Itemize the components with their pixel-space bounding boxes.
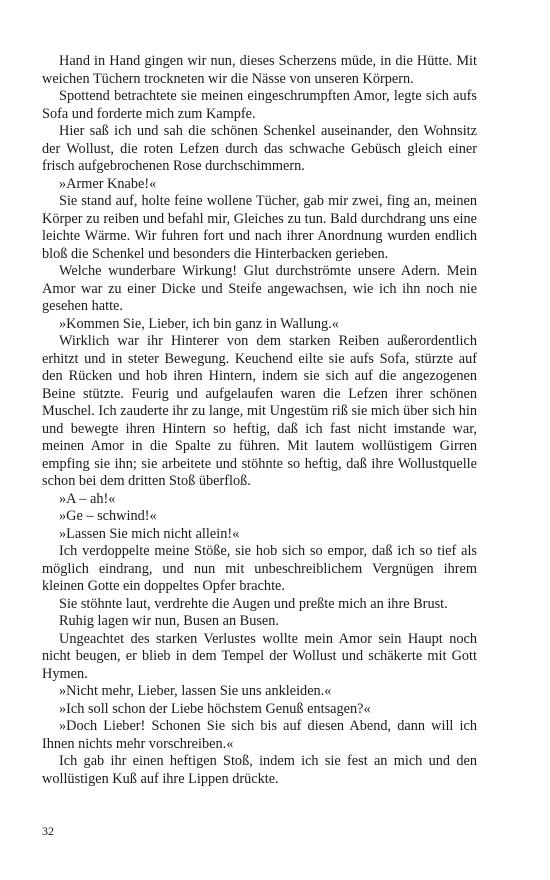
paragraph: »Doch Lieber! Schonen Sie sich bis auf diesen Abend, dann will ich Ihnen nichts mehr vorschreiben.« bbox=[42, 718, 477, 752]
paragraph: Sie stöhnte laut, verdrehte die Augen und preßte mich an ihre Brust. bbox=[59, 595, 448, 612]
page-number: 32 bbox=[42, 824, 54, 838]
paragraph: »Nicht mehr, Lieber, lassen Sie uns ankleiden.« bbox=[59, 683, 332, 699]
paragraph: Sie stand auf, holte feine wollene Tücher, gab mir zwei, fing an, meinen Körper zu reiben und befahl mir, Gleiches zu tun. Bald durchdrang uns eine leichte Wärme. Wir fuhren fort und nach ihrer Anordnung wurden endlich bloß die Schenkel und besonders die Hinterbacken gerieben. bbox=[42, 193, 477, 262]
paragraph: »Ge – schwind!« bbox=[59, 508, 157, 524]
body-text bbox=[42, 53, 477, 788]
paragraph: Hand in Hand gingen wir nun, dieses Scherzens müde, in die Hütte. Mit weichen Tüchern trockneten wir die Nässe von unseren Körpern. bbox=[42, 53, 477, 87]
paragraph: Spottend betrachtete sie meinen eingeschrumpften Amor, legte sich aufs Sofa und forderte mich zum Kampfe. bbox=[42, 88, 477, 122]
paragraph: »Kommen Sie, Lieber, ich bin ganz in Wallung.« bbox=[59, 315, 339, 332]
paragraph: »Armer Knabe!« bbox=[59, 175, 157, 192]
paragraph: Ich verdoppelte meine Stöße, sie hob sich so empor, daß ich so tief als möglich eindrang, und nun mit unbeschreiblichem Vergnügen ihrem kleinen Gotte ein doppeltes Opfer brachte. bbox=[42, 543, 477, 594]
paragraph: Wirklich war ihr Hinterer von dem starken Reiben außerordentlich erhitzt und in steter Bewegung. Keuchend eilte sie aufs Sofa, stürzte auf den Rücken und hob ihren Hintern, indem sie sich auf die angezogenen Beine stützte. Feurig und aufgelaufen waren die Lefzen ihrer schönen Muschel. Ich zauderte ihr zu lange, mit Ungestüm riß sie mich über sich hin und bewegte ihren Hintern so heftig, daß ich fast nicht imstande war, meinen Amor in die Spalte zu führen. Mit lautem wollüstigem Girren empfing sie ihn; sie arbeitete und stöhnte so heftig, daß ihre Wollustquelle schon bei dem dritten Stoß überfloß. bbox=[42, 333, 477, 489]
paragraph: Ruhig lagen wir nun, Busen an Busen. bbox=[59, 613, 279, 629]
paragraph: »A – ah!« bbox=[59, 490, 116, 507]
paragraph: Hier saß ich und sah die schönen Schenkel auseinander, den Wohnsitz der Wollust, die roten Lefzen durch das schwache Gebüsch gleich einer frisch aufgebrochenen Rose durchschimmern. bbox=[42, 123, 477, 174]
paragraph: Ungeachtet des starken Verlustes wollte mein Amor sein Haupt noch nicht beugen, er blieb in dem Tempel der Wollust und schäkerte mit Gott Hymen. bbox=[42, 630, 477, 682]
paragraph: »Ich soll schon der Liebe höchstem Genuß entsagen?« bbox=[59, 700, 371, 717]
paragraph: »Lassen Sie mich nicht allein!« bbox=[59, 525, 240, 542]
paragraph: Ich gab ihr einen heftigen Stoß, indem ich sie fest an mich und den wollüstigen Kuß auf ihre Lippen drückte. bbox=[42, 753, 477, 787]
paragraph: Welche wunderbare Wirkung! Glut durchströmte unsere Adern. Mein Amor war zu einer Dicke und Steife angewachsen, wie ich ihn noch nie gesehen hatte. bbox=[42, 263, 477, 314]
